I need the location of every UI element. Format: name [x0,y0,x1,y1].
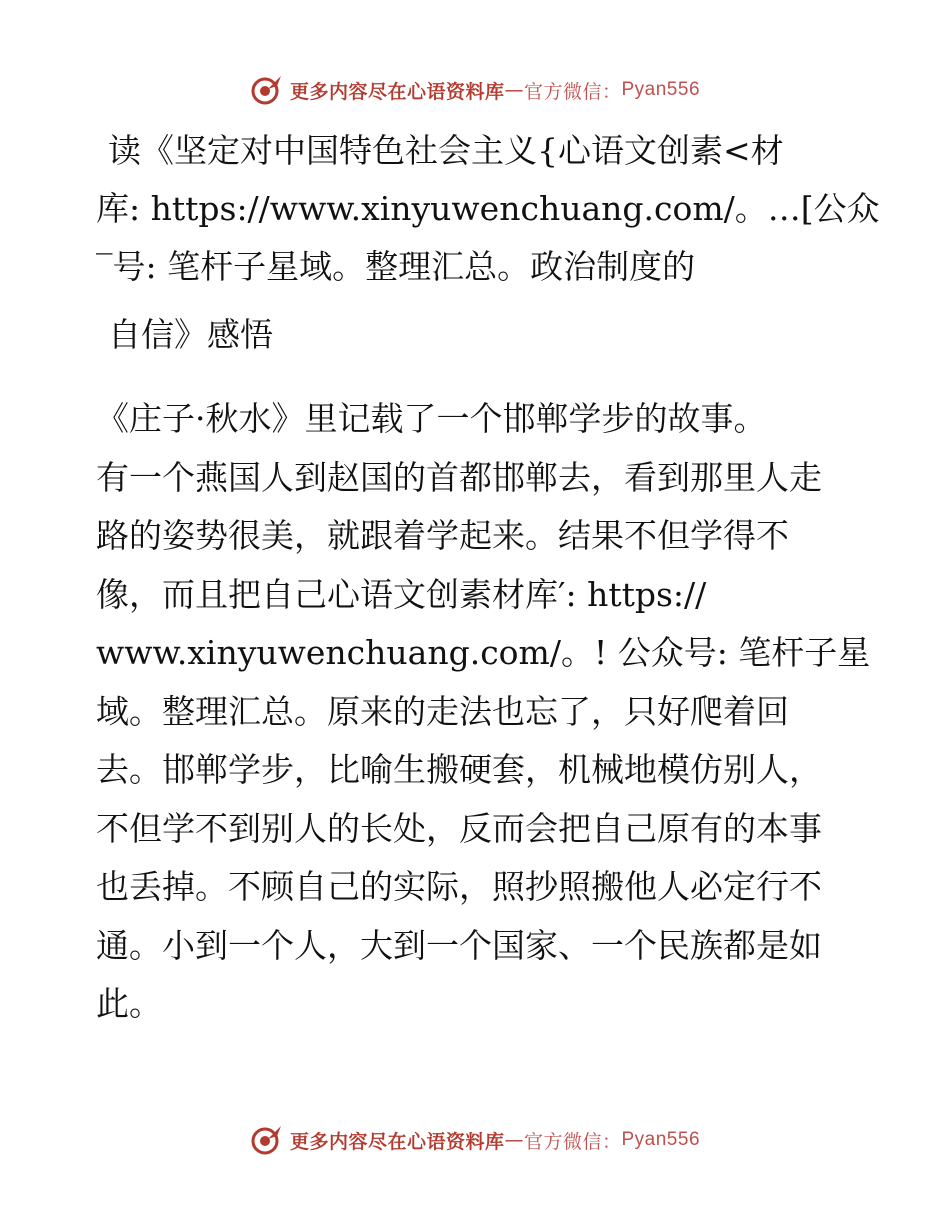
paragraph-line: 此。 [96,984,162,1023]
document-title [96,122,880,364]
paragraph-line: 域。整理汇总。原来的走法也忘了，只好爬着回 [96,691,789,731]
banner-wechat-id: Pyan556 [621,1129,701,1150]
paragraph-line: 通。小到一个人，大到一个国家、一个民族都是如 [96,925,822,965]
banner-official-label: 官方微信： [523,80,622,103]
document-body [96,122,880,1034]
body-paragraph [96,390,871,1034]
paragraph-line: 路的姿势很美，就跟着学起来。结果不但学得不 [96,516,789,555]
paragraph-line: 也丢掉。不顾自己的实际，照抄照搬他人必定行不 [96,867,822,906]
paragraph-line: 去。邯郸学步，比喻生搬硬套，机械地模仿别人， [96,750,822,789]
quill-logo-icon [250,1123,284,1157]
header-banner [0,70,950,110]
paragraph-line: 有一个燕国人到赵国的首都邯郸去，看到那里人走 [96,457,822,497]
banner-dash: — [504,1129,524,1151]
title-line: 库: https://www.xinyuwenchuang.com/。…[公众 [96,189,880,228]
banner-brand-text: 更多内容尽在心语资料库 [289,1130,505,1153]
banner-official-label: 官方微信： [523,1130,622,1153]
title-line: ‾号: 笔杆子星域。整理汇总。政治制度的 [96,247,696,286]
paragraph-line: 不但学不到别人的长处，反而会把自己原有的本事 [96,808,822,848]
paragraph-line: 像，而且把自己心语文创素材库′: https:// [96,574,707,614]
banner-dash: — [504,79,524,101]
title-line: 自信》感悟 [108,315,273,354]
quill-logo-icon [250,73,284,107]
title-line: 读《坚定对中国特色社会主义{心语文创素<材 [108,131,784,170]
banner-brand-text: 更多内容尽在心语资料库 [289,80,505,103]
footer-banner [0,1120,950,1160]
paragraph-line: www.xinyuwenchuang.com/。! 公众号: 笔杆子星 [96,633,871,672]
paragraph-line: 《庄子·秋水》里记载了一个邯郸学步的故事。 [96,399,767,438]
banner-wechat-id: Pyan556 [621,79,701,100]
